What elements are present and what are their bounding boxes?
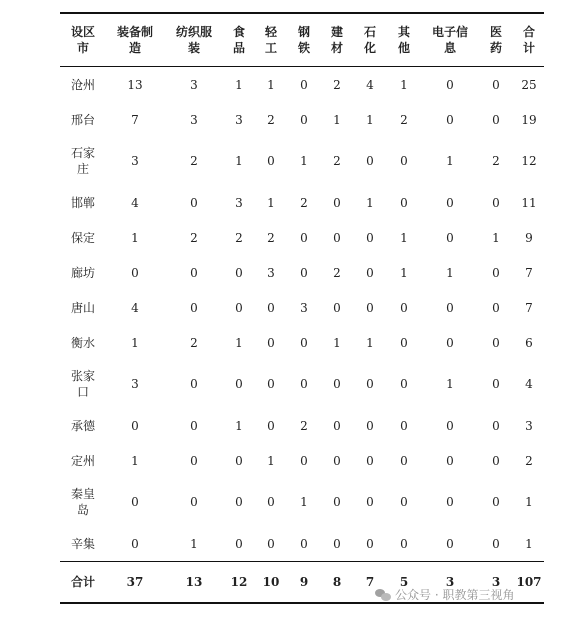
value-cell: 9 xyxy=(525,230,533,245)
value-cell: 7 xyxy=(131,112,139,127)
city-cell: 石家 庄 xyxy=(70,146,95,176)
value-cell: 0 xyxy=(400,377,408,391)
value-cell: 0 xyxy=(400,300,408,315)
column-header: 合 计 xyxy=(522,25,535,55)
value-cell: 4 xyxy=(131,300,139,315)
value-cell: 2 xyxy=(333,265,341,280)
value-cell: 0 xyxy=(235,453,243,468)
value-cell: 0 xyxy=(446,112,454,127)
city-cell: 邢台 xyxy=(70,112,95,127)
column-header: 医 药 xyxy=(489,25,502,55)
value-cell: 2 xyxy=(190,230,198,245)
column-header: 轻 工 xyxy=(264,25,277,55)
column-header: 建 材 xyxy=(330,25,343,55)
value-cell: 3 xyxy=(190,77,198,92)
column-header: 纺织服 装 xyxy=(175,25,212,55)
value-cell: 0 xyxy=(446,418,454,433)
column-header: 石 化 xyxy=(363,25,376,55)
watermark-text: 公众号 · 职教第三视角 xyxy=(395,588,515,602)
total-value-cell: 5 xyxy=(399,575,409,589)
value-cell: 7 xyxy=(525,300,533,315)
value-cell: 0 xyxy=(333,418,341,433)
value-cell: 0 xyxy=(492,453,500,468)
value-cell: 19 xyxy=(521,112,537,127)
city-cell: 邯郸 xyxy=(70,195,95,210)
value-cell: 0 xyxy=(131,265,139,280)
value-cell: 0 xyxy=(333,536,341,551)
value-cell: 0 xyxy=(492,536,500,551)
value-cell: 1 xyxy=(400,265,408,280)
table-row xyxy=(60,360,544,408)
total-value-cell: 7 xyxy=(365,575,375,589)
value-cell: 1 xyxy=(400,230,408,245)
value-cell: 0 xyxy=(366,300,374,315)
value-cell: 2 xyxy=(333,77,341,92)
value-cell: 3 xyxy=(235,195,243,210)
value-cell: 0 xyxy=(492,195,500,210)
value-cell: 0 xyxy=(400,495,408,509)
value-cell: 0 xyxy=(333,230,341,245)
city-cell: 保定 xyxy=(70,230,95,245)
value-cell: 0 xyxy=(131,536,139,551)
value-cell: 0 xyxy=(267,377,275,391)
value-cell: 1 xyxy=(131,335,139,350)
value-cell: 4 xyxy=(366,77,374,92)
value-cell: 1 xyxy=(131,453,139,468)
value-cell: 0 xyxy=(492,335,500,350)
value-cell: 0 xyxy=(333,495,341,509)
value-cell: 0 xyxy=(333,195,341,210)
value-cell: 0 xyxy=(492,495,500,509)
value-cell: 3 xyxy=(267,265,275,280)
value-cell: 1 xyxy=(446,154,454,168)
value-cell: 1 xyxy=(525,495,533,509)
value-cell: 0 xyxy=(366,154,374,168)
value-cell: 1 xyxy=(235,418,243,433)
value-cell: 0 xyxy=(400,536,408,551)
column-header: 电子信 息 xyxy=(431,25,468,55)
value-cell: 1 xyxy=(366,112,374,127)
value-cell: 1 xyxy=(131,230,139,245)
value-cell: 0 xyxy=(366,265,374,280)
value-cell: 0 xyxy=(446,453,454,468)
value-cell: 0 xyxy=(190,418,198,433)
value-cell: 0 xyxy=(235,495,243,509)
value-cell: 0 xyxy=(190,265,198,280)
city-cell: 衡水 xyxy=(70,335,95,350)
column-header: 食 品 xyxy=(232,25,245,55)
value-cell: 0 xyxy=(190,453,198,468)
value-cell: 1 xyxy=(300,495,308,509)
value-cell: 1 xyxy=(333,112,341,127)
city-cell: 唐山 xyxy=(70,300,95,315)
table-header-row xyxy=(60,13,544,67)
value-cell: 1 xyxy=(300,154,308,168)
value-cell: 0 xyxy=(235,265,243,280)
total-value-cell: 37 xyxy=(126,575,144,589)
column-header: 其 他 xyxy=(397,25,410,55)
total-value-cell: 8 xyxy=(332,575,342,589)
value-cell: 1 xyxy=(235,335,243,350)
value-cell: 0 xyxy=(333,300,341,315)
value-cell: 0 xyxy=(366,495,374,509)
value-cell: 0 xyxy=(492,112,500,127)
value-cell: 12 xyxy=(521,154,537,168)
value-cell: 2 xyxy=(267,112,275,127)
value-cell: 0 xyxy=(300,335,308,350)
value-cell: 0 xyxy=(446,195,454,210)
value-cell: 0 xyxy=(300,77,308,92)
value-cell: 2 xyxy=(190,335,198,350)
value-cell: 0 xyxy=(300,265,308,280)
total-value-cell: 3 xyxy=(445,575,455,589)
value-cell: 4 xyxy=(131,195,139,210)
value-cell: 11 xyxy=(521,195,537,210)
value-cell: 0 xyxy=(333,453,341,468)
value-cell: 0 xyxy=(131,418,139,433)
value-cell: 7 xyxy=(525,265,533,280)
total-label: 合计 xyxy=(70,575,95,589)
total-value-cell: 9 xyxy=(299,575,309,589)
value-cell: 3 xyxy=(190,112,198,127)
table-body xyxy=(60,67,544,604)
value-cell: 0 xyxy=(366,418,374,433)
value-cell: 0 xyxy=(446,77,454,92)
value-cell: 6 xyxy=(525,335,533,350)
value-cell: 25 xyxy=(521,77,537,92)
value-cell: 4 xyxy=(525,377,533,391)
value-cell: 0 xyxy=(190,495,198,509)
value-cell: 1 xyxy=(235,77,243,92)
wechat-logo-icon xyxy=(375,588,391,602)
value-cell: 0 xyxy=(190,300,198,315)
value-cell: 0 xyxy=(267,300,275,315)
value-cell: 0 xyxy=(267,335,275,350)
value-cell: 0 xyxy=(190,377,198,391)
value-cell: 1 xyxy=(190,536,198,551)
table-row xyxy=(60,290,544,325)
value-cell: 1 xyxy=(446,377,454,391)
value-cell: 2 xyxy=(333,154,341,168)
value-cell: 3 xyxy=(300,300,308,315)
data-table-container xyxy=(60,12,544,604)
value-cell: 0 xyxy=(235,377,243,391)
value-cell: 0 xyxy=(235,536,243,551)
table-row xyxy=(60,185,544,220)
value-cell: 1 xyxy=(446,265,454,280)
value-cell: 0 xyxy=(492,377,500,391)
table-row xyxy=(60,255,544,290)
table-row xyxy=(60,102,544,137)
total-value-cell: 12 xyxy=(230,575,248,589)
value-cell: 0 xyxy=(300,536,308,551)
value-cell: 0 xyxy=(400,418,408,433)
value-cell: 1 xyxy=(333,335,341,350)
value-cell: 0 xyxy=(190,195,198,210)
city-cell: 沧州 xyxy=(70,77,95,92)
city-cell: 辛集 xyxy=(70,536,95,551)
value-cell: 0 xyxy=(366,453,374,468)
value-cell: 0 xyxy=(267,418,275,433)
value-cell: 1 xyxy=(525,536,533,551)
value-cell: 2 xyxy=(235,230,243,245)
city-cell: 张家 口 xyxy=(70,369,95,399)
value-cell: 3 xyxy=(131,154,139,168)
value-cell: 2 xyxy=(400,112,408,127)
value-cell: 0 xyxy=(400,453,408,468)
value-cell: 1 xyxy=(267,453,275,468)
table-row xyxy=(60,478,544,526)
value-cell: 0 xyxy=(446,495,454,509)
value-cell: 3 xyxy=(525,418,533,433)
value-cell: 0 xyxy=(446,536,454,551)
value-cell: 0 xyxy=(446,300,454,315)
value-cell: 1 xyxy=(235,154,243,168)
table-row xyxy=(60,67,544,103)
total-value-cell: 13 xyxy=(185,575,203,589)
value-cell: 2 xyxy=(190,154,198,168)
value-cell: 0 xyxy=(300,377,308,391)
value-cell: 13 xyxy=(127,77,143,92)
table-row xyxy=(60,325,544,360)
value-cell: 0 xyxy=(400,195,408,210)
value-cell: 0 xyxy=(366,230,374,245)
table-row xyxy=(60,443,544,478)
table-row xyxy=(60,408,544,443)
value-cell: 0 xyxy=(400,154,408,168)
industry-cluster-table xyxy=(60,12,544,604)
value-cell: 0 xyxy=(267,536,275,551)
value-cell: 0 xyxy=(492,265,500,280)
value-cell: 1 xyxy=(366,335,374,350)
column-header: 设区 市 xyxy=(70,25,95,55)
column-header: 钢 铁 xyxy=(297,25,310,55)
value-cell: 0 xyxy=(492,77,500,92)
value-cell: 0 xyxy=(235,300,243,315)
value-cell: 2 xyxy=(525,453,533,468)
value-cell: 3 xyxy=(131,377,139,391)
value-cell: 0 xyxy=(333,377,341,391)
value-cell: 0 xyxy=(366,536,374,551)
table-row xyxy=(60,220,544,255)
city-cell: 定州 xyxy=(70,453,95,468)
value-cell: 0 xyxy=(267,495,275,509)
total-value-cell: 107 xyxy=(516,575,542,589)
value-cell: 2 xyxy=(492,154,500,168)
value-cell: 0 xyxy=(492,300,500,315)
value-cell: 0 xyxy=(446,335,454,350)
value-cell: 2 xyxy=(300,195,308,210)
value-cell: 0 xyxy=(267,154,275,168)
value-cell: 0 xyxy=(492,418,500,433)
column-header: 装备制 造 xyxy=(116,25,153,55)
value-cell: 3 xyxy=(235,112,243,127)
value-cell: 2 xyxy=(267,230,275,245)
watermark xyxy=(375,586,514,603)
value-cell: 1 xyxy=(267,195,275,210)
city-cell: 秦皇 岛 xyxy=(70,487,95,517)
value-cell: 0 xyxy=(300,112,308,127)
value-cell: 0 xyxy=(400,335,408,350)
value-cell: 0 xyxy=(446,230,454,245)
value-cell: 1 xyxy=(400,77,408,92)
value-cell: 0 xyxy=(131,495,139,509)
total-value-cell: 10 xyxy=(262,575,280,589)
city-cell: 承德 xyxy=(70,418,95,433)
total-value-cell: 3 xyxy=(491,575,501,589)
value-cell: 1 xyxy=(267,77,275,92)
table-row xyxy=(60,526,544,562)
value-cell: 0 xyxy=(300,453,308,468)
city-cell: 廊坊 xyxy=(70,265,95,280)
table-row xyxy=(60,137,544,185)
value-cell: 0 xyxy=(366,377,374,391)
value-cell: 1 xyxy=(492,230,500,245)
value-cell: 1 xyxy=(366,195,374,210)
value-cell: 0 xyxy=(300,230,308,245)
value-cell: 2 xyxy=(300,418,308,433)
